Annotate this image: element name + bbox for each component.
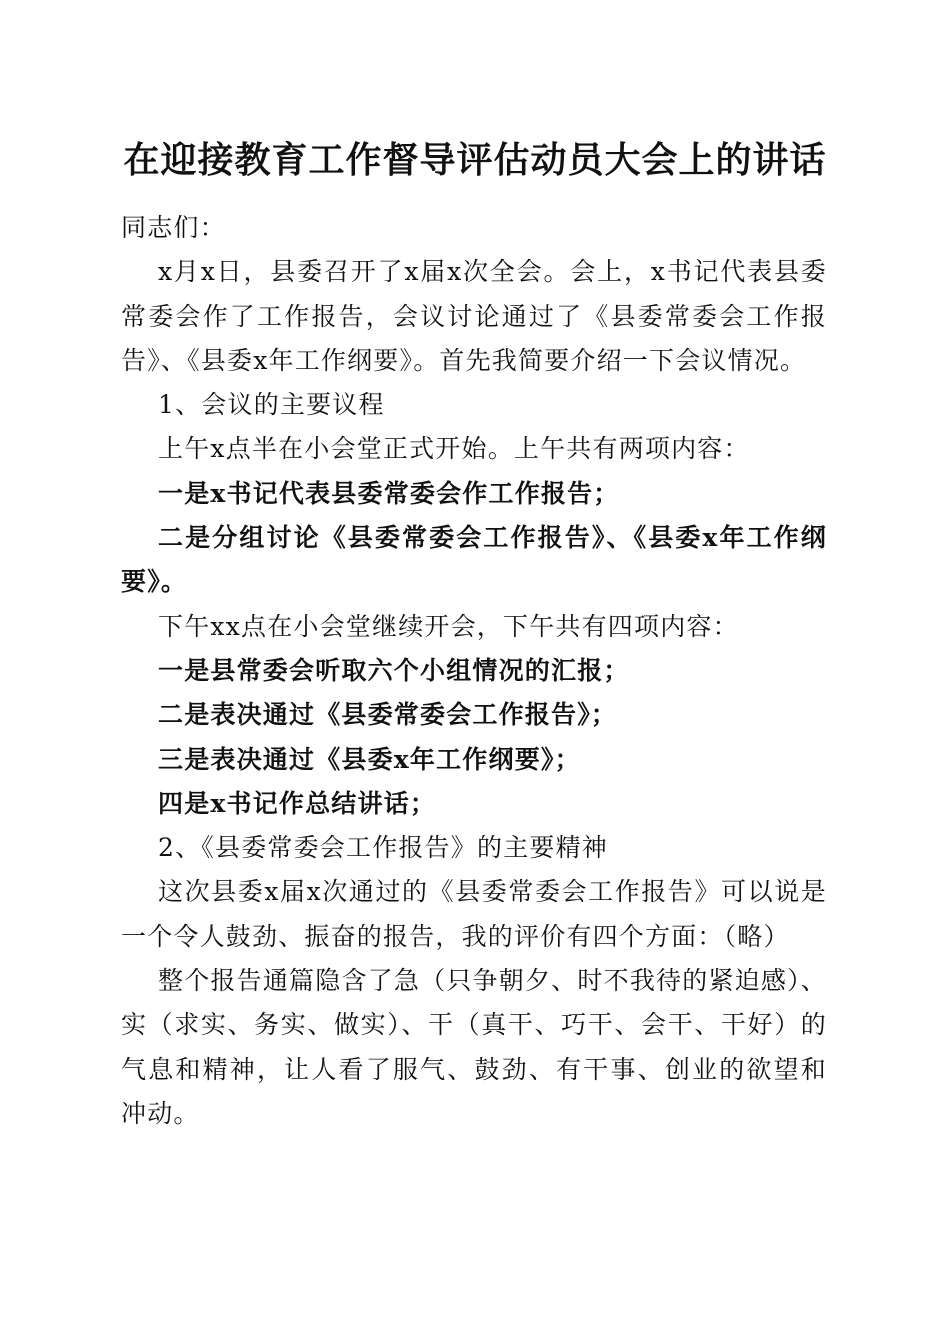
- afternoon-item-3: 三是表决通过《县委x年工作纲要》；: [158, 744, 581, 774]
- paragraph-intro: x月x日，县委召开了x届x次全会。会上，x书记代表县委常委会作了工作报告，会议讨论通过了《县委常委会工作报告》、《县委x年工作纲要》。首先我简要介绍一下会议情况。: [121, 257, 827, 375]
- afternoon-item-4: 四是x书记作总结讲话；: [158, 788, 437, 818]
- paragraph-morning: 上午x点半在小会堂正式开始。上午共有两项内容：: [158, 434, 750, 464]
- morning-item-1: 一是x书记代表县委常委会作工作报告；: [158, 478, 620, 508]
- section-heading-spirit: 2、《县委常委会工作报告》的主要精神: [158, 833, 609, 863]
- morning-item-2: 二是分组讨论《县委常委会工作报告》、《县委x年工作纲要》。: [121, 523, 827, 597]
- section-heading-agenda: 1、会议的主要议程: [158, 390, 385, 420]
- document-body: [121, 206, 827, 1136]
- afternoon-item-2: 二是表决通过《县委常委会工作报告》；: [158, 700, 618, 730]
- paragraph-evaluation: 这次县委x届x次通过的《县委常委会工作报告》可以说是一个令人鼓劲、振奋的报告，我的评价有四个方面：（略）: [121, 877, 827, 951]
- document-title: 在迎接教育工作督导评估动员大会上的讲话: [123, 139, 827, 181]
- salutation: 同志们：: [121, 213, 226, 242]
- paragraph-afternoon: 下午xx点在小会堂继续开会，下午共有四项内容：: [158, 611, 739, 641]
- afternoon-item-1: 一是县常委会听取六个小组情况的汇报；: [158, 655, 630, 685]
- paragraph-summary: 整个报告通篇隐含了急（只争朝夕、时不我待的紧迫感）、实（求实、务实、做实）、干（真干、巧干、会干、干好）的气息和精神，让人看了服气、鼓劲、有干事、创业的欲望和冲动。: [121, 966, 827, 1128]
